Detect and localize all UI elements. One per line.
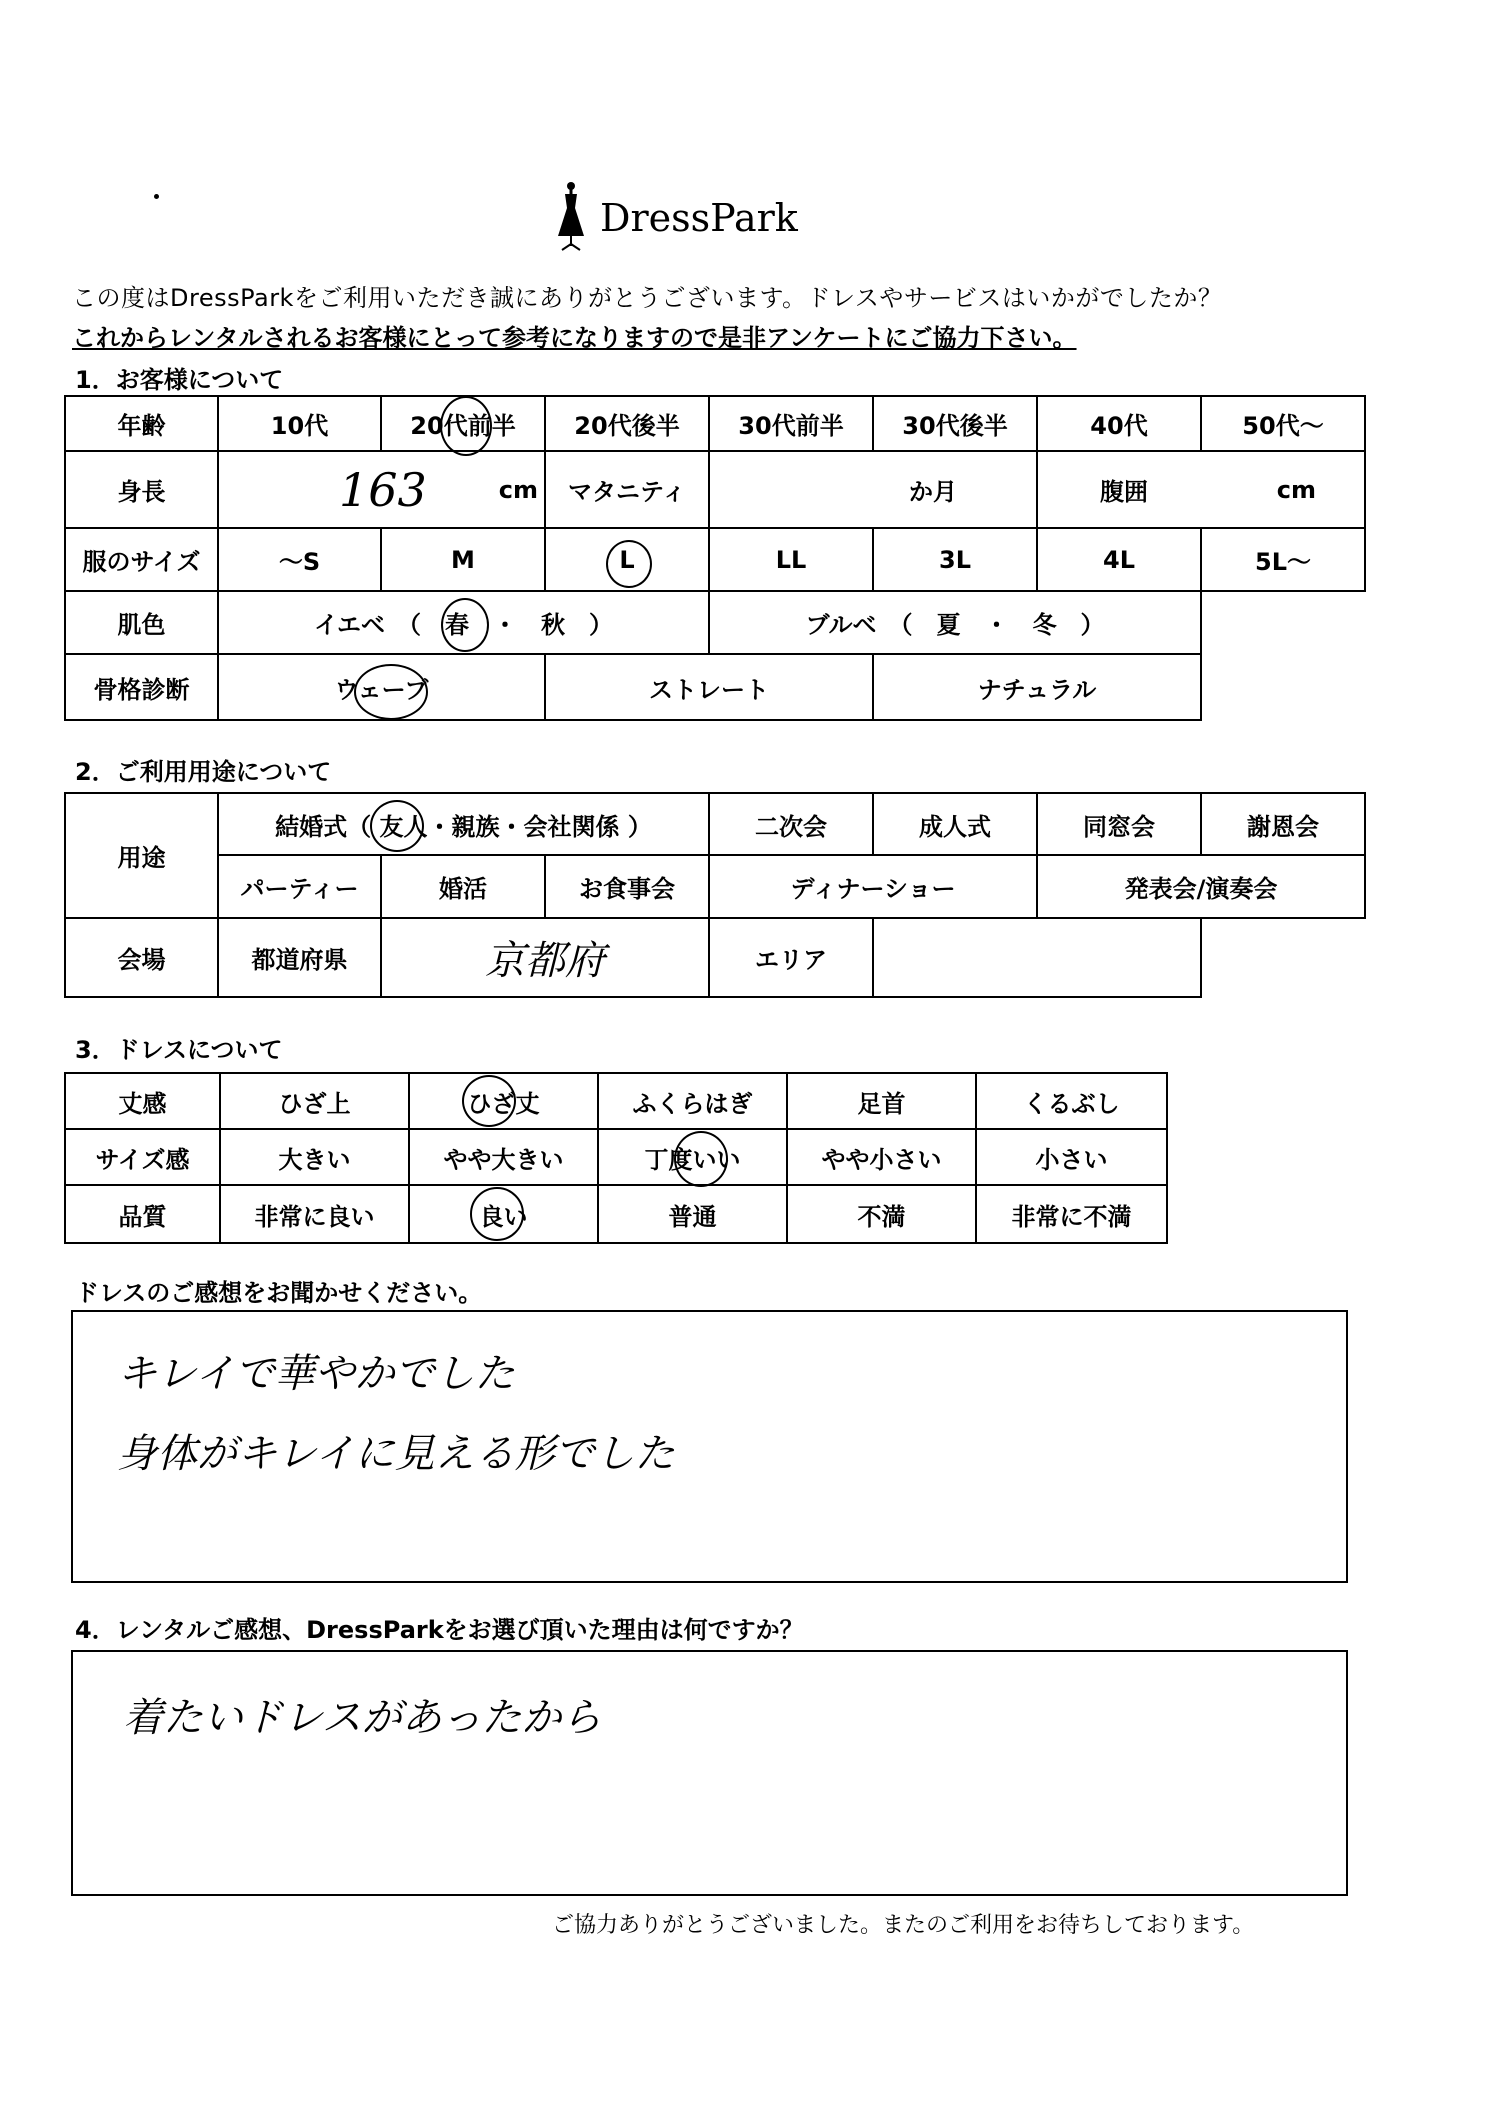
fit-option[interactable]: 大きい [219, 1128, 410, 1186]
quality-option[interactable]: 非常に不満 [975, 1184, 1168, 1244]
age-option[interactable]: 50代～ [1200, 395, 1366, 452]
prefecture-field[interactable] [380, 917, 710, 998]
section4-title: 4．レンタルご感想、DressParkをお選び頂いた理由は何ですか？ [75, 1616, 804, 1644]
purpose-option[interactable]: 成人式 [872, 792, 1038, 856]
frame-option[interactable]: ナチュラル [872, 653, 1202, 721]
frame-option[interactable]: ウェーブ [217, 653, 546, 721]
brand-name: DressPark [600, 196, 798, 240]
purpose-option[interactable]: 二次会 [708, 792, 874, 856]
dress-comment-line-1: キレイで華やかでした [117, 1351, 515, 1397]
frame-option[interactable]: ストレート [544, 653, 874, 721]
waist-label: 腹囲 [1100, 478, 1148, 506]
size-option[interactable]: 4L [1036, 527, 1202, 592]
purpose-option[interactable]: 謝恩会 [1200, 792, 1366, 856]
length-option[interactable]: ひざ丈 [408, 1072, 599, 1130]
size-option[interactable]: L [544, 527, 710, 592]
footer-thanks: ご協力ありがとうございました。またのご利用をお待ちしております。 [552, 1913, 1255, 1938]
purpose-option-wedding[interactable]: 結婚式（ 友人・親族・会社関係 ） [217, 792, 710, 856]
reason-answer: 着たいドレスがあったから [123, 1695, 602, 1741]
section1-title: 1．お客様について [75, 366, 284, 394]
reason-answer-box[interactable] [71, 1650, 1348, 1896]
age-option[interactable]: 40代 [1036, 395, 1202, 452]
quality-label: 品質 [64, 1184, 221, 1244]
age-option[interactable]: 10代 [217, 395, 382, 452]
waist-unit: cm [1276, 475, 1316, 504]
area-label: エリア [708, 917, 874, 998]
area-field[interactable] [872, 917, 1202, 998]
brand-logo [600, 196, 798, 240]
fit-label: サイズ感 [64, 1128, 221, 1186]
purpose-option[interactable]: 同窓会 [1036, 792, 1202, 856]
length-option[interactable]: くるぶし [975, 1072, 1168, 1130]
purpose-option[interactable]: お食事会 [544, 854, 710, 919]
intro-line-2: これからレンタルされるお客様にとって参考になりますので是非アンケートにご協力下さい。 [72, 324, 1077, 352]
fit-option[interactable]: 丁度いい [597, 1128, 788, 1186]
dress-mannequin-icon [554, 180, 588, 252]
height-label: 身長 [64, 450, 219, 529]
size-option[interactable]: LL [708, 527, 874, 592]
maternity-label: マタニティ [544, 450, 710, 529]
height-unit: cm [498, 475, 538, 504]
purpose-option[interactable]: パーティー [217, 854, 382, 919]
dress-comment-title: ドレスのご感想をお聞かせください。 [75, 1279, 483, 1307]
purpose-option[interactable]: 婚活 [380, 854, 546, 919]
dress-comment-box[interactable] [71, 1310, 1348, 1583]
size-option[interactable]: M [380, 527, 546, 592]
length-option[interactable]: ふくらはぎ [597, 1072, 788, 1130]
size-label: 服のサイズ [64, 527, 219, 592]
quality-option[interactable]: 普通 [597, 1184, 788, 1244]
prefecture-label: 都道府県 [217, 917, 382, 998]
size-option[interactable]: ～S [217, 527, 382, 592]
fit-option[interactable]: 小さい [975, 1128, 1168, 1186]
dress-comment-line-2: 身体がキレイに見える形でした [117, 1431, 675, 1477]
scan-speck [154, 194, 159, 199]
age-label: 年齢 [64, 395, 219, 452]
waist-field[interactable] [1036, 450, 1366, 529]
skin-label: 肌色 [64, 590, 219, 655]
height-value: 163 [339, 462, 427, 517]
frame-label: 骨格診断 [64, 653, 219, 721]
purpose-label: 用途 [64, 792, 219, 919]
skin-blue-base[interactable]: ブルベ （ 夏 ・ 冬 ） [708, 590, 1202, 655]
age-option[interactable]: 30代後半 [872, 395, 1038, 452]
age-option[interactable]: 20代後半 [544, 395, 710, 452]
purpose-option[interactable]: 発表会/演奏会 [1036, 854, 1366, 919]
venue-label: 会場 [64, 917, 219, 998]
section3-title: 3．ドレスについて [75, 1036, 283, 1064]
intro-line-1: この度はDressParkをご利用いただき誠にありがとうございます。ドレスやサービスはいかがでしたか？ [72, 284, 1223, 312]
fit-option[interactable]: やや小さい [786, 1128, 977, 1186]
height-field[interactable] [217, 450, 546, 529]
age-option[interactable]: 20代前半 [380, 395, 546, 452]
skin-yellow-base[interactable]: イエベ （ 春 ・ 秋 ） [217, 590, 710, 655]
prefecture-value: 京都府 [485, 938, 605, 984]
purpose-option[interactable]: ディナーショー [708, 854, 1038, 919]
maternity-field[interactable] [708, 450, 1038, 529]
age-option[interactable]: 30代前半 [708, 395, 874, 452]
quality-option[interactable]: 良い [408, 1184, 599, 1244]
section2-title: 2．ご利用用途について [75, 758, 332, 786]
quality-option[interactable]: 不満 [786, 1184, 977, 1244]
length-option[interactable]: 足首 [786, 1072, 977, 1130]
size-option[interactable]: 3L [872, 527, 1038, 592]
fit-option[interactable]: やや大きい [408, 1128, 599, 1186]
quality-option[interactable]: 非常に良い [219, 1184, 410, 1244]
size-option[interactable]: 5L～ [1200, 527, 1366, 592]
months-unit: か月 [909, 478, 957, 506]
length-label: 丈感 [64, 1072, 221, 1130]
length-option[interactable]: ひざ上 [219, 1072, 410, 1130]
